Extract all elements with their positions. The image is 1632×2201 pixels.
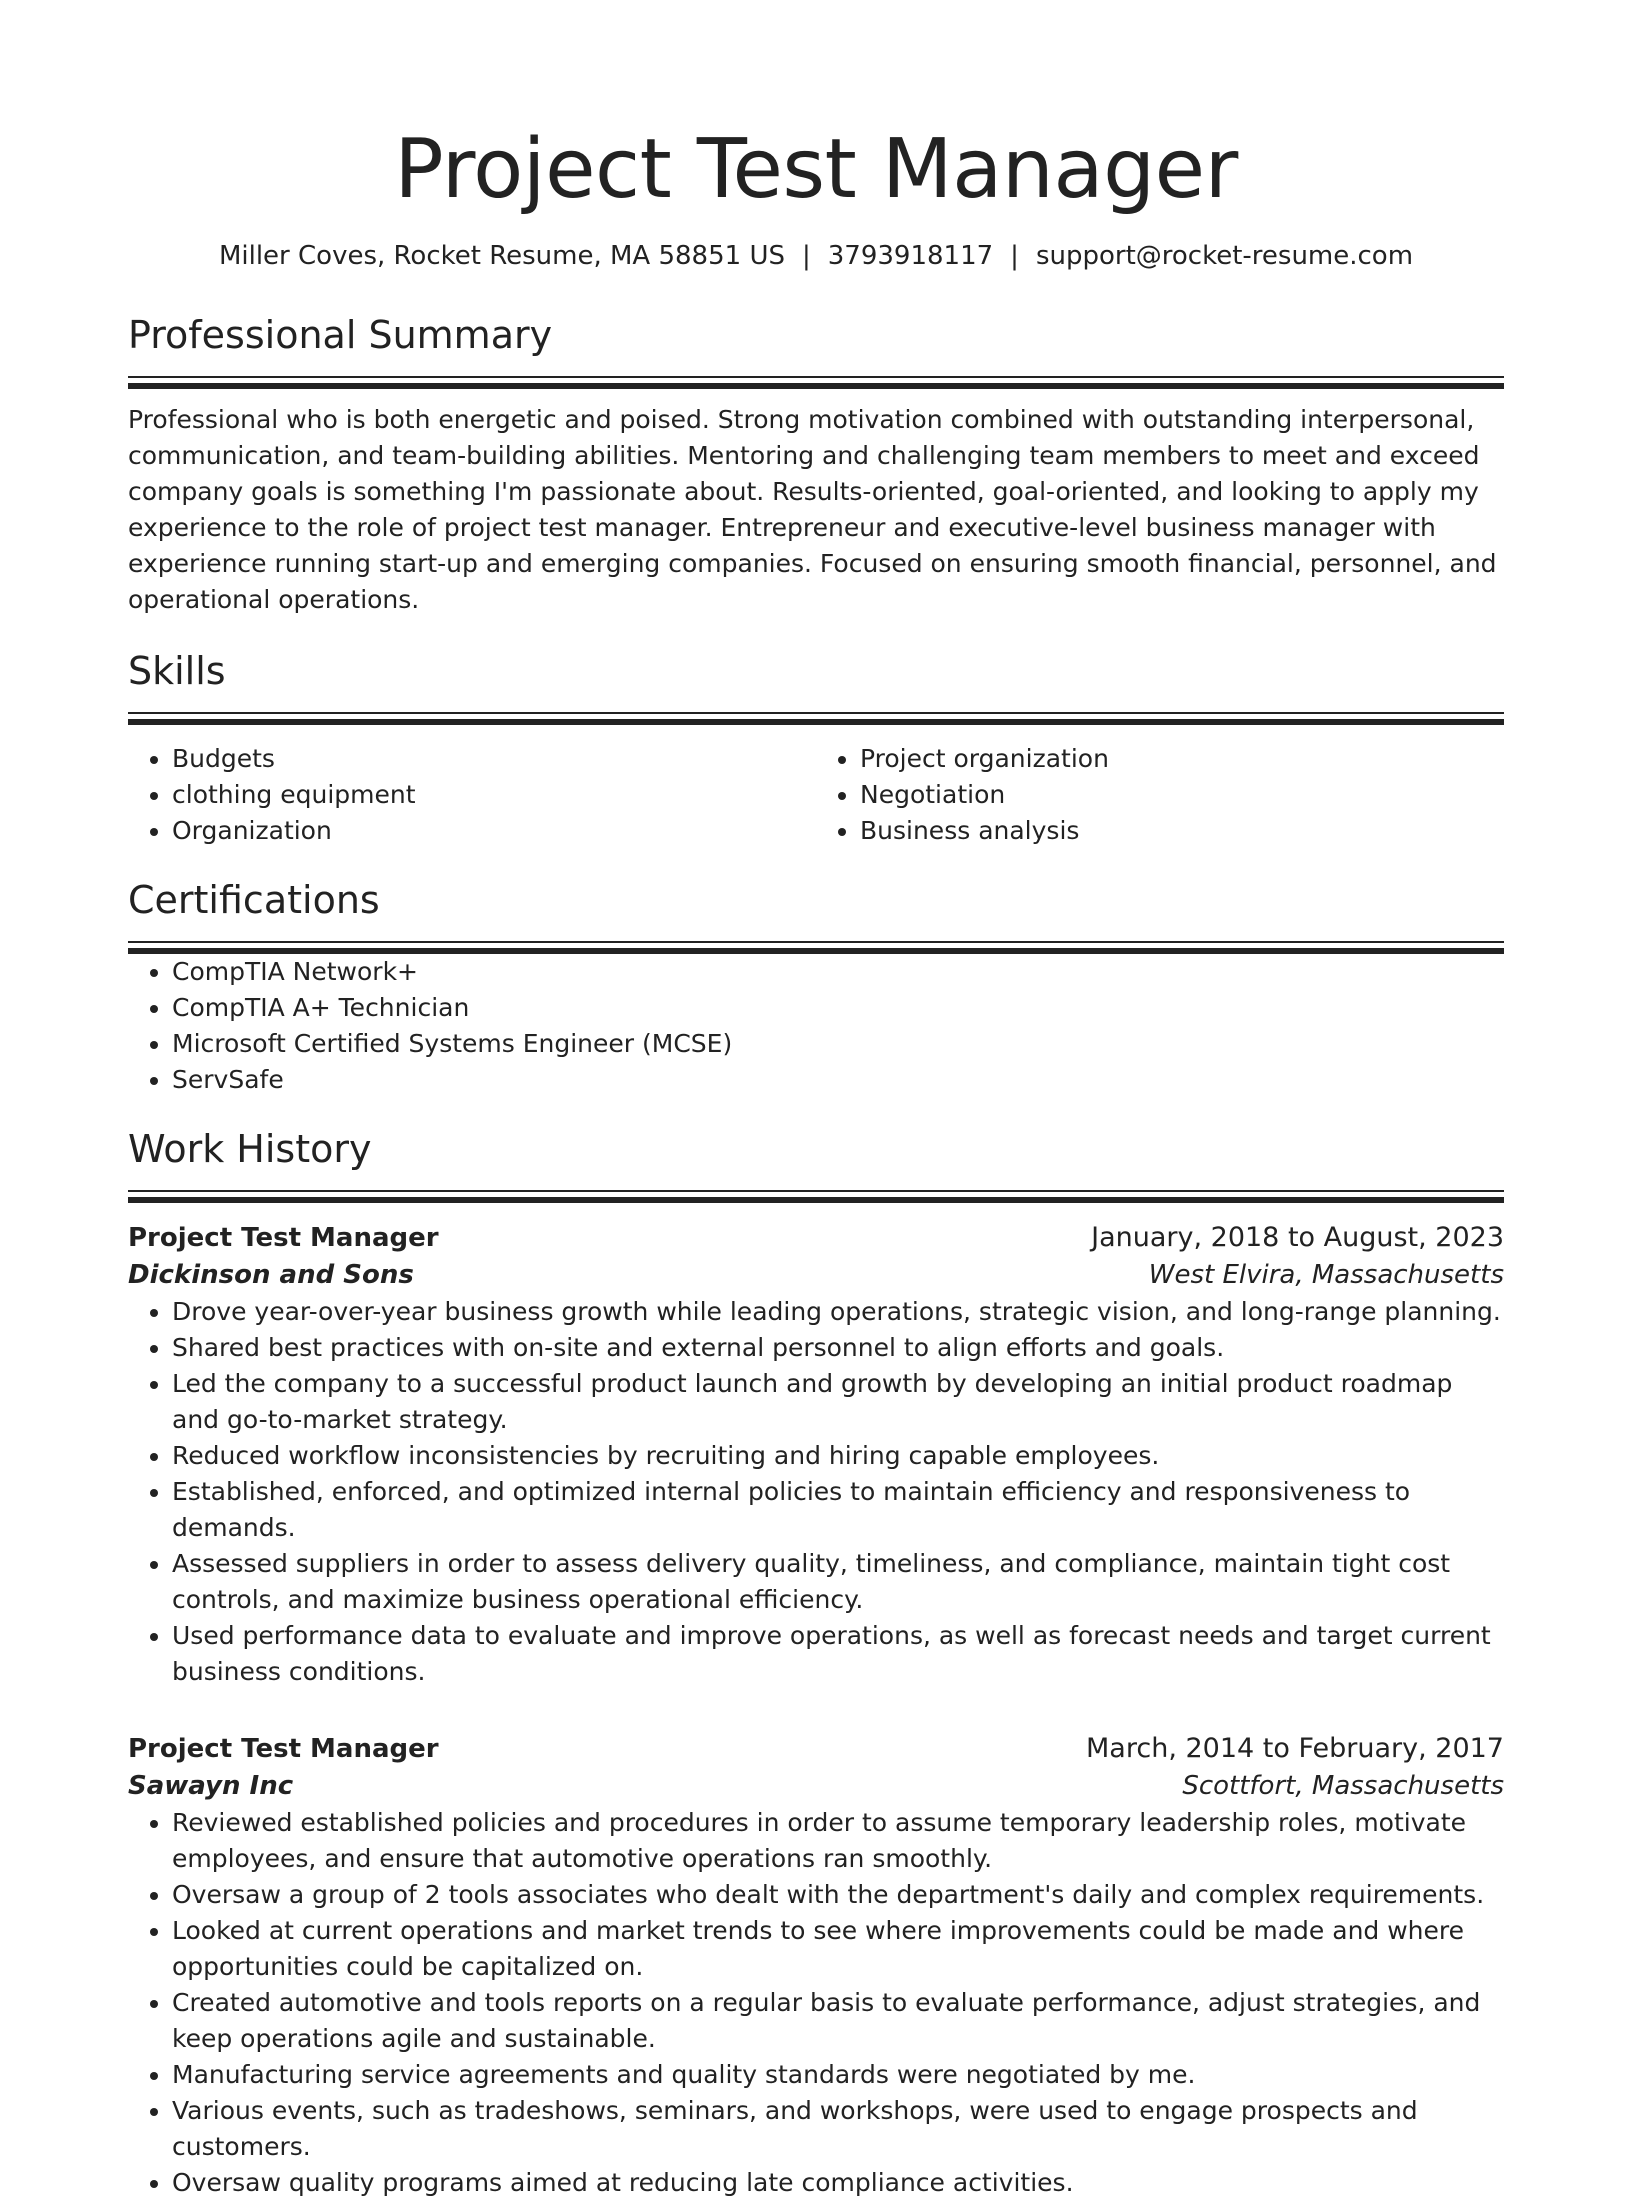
skills-column-right: [816, 741, 1504, 849]
skill-item: • Negotiation: [860, 777, 1504, 813]
certification-item: • CompTIA A+ Technician: [172, 990, 1504, 1026]
contact-address: Miller Coves, Rocket Resume, MA 58851 US: [218, 241, 785, 271]
job-location: Scottfort, Massachusetts: [1182, 1771, 1504, 1801]
job-bullet: • Various events, such as tradeshows, seminars, and workshops, were used to engage prospects and customers.: [172, 2093, 1504, 2165]
job-subheader-row: [128, 1257, 1504, 1294]
job-bullet: • Drove year-over-year business growth while leading operations, strategic vision, and long-range planning.: [172, 1294, 1504, 1330]
skills-section: [128, 648, 1504, 849]
summary-text: Professional who is both energetic and poised. Strong motivation combined with outstanding interpersonal, communication, and team-building abilities. Mentoring and challenging team members to meet and exceed company goals is something I'm passionate about. Results-oriented, goal-oriented, and looking to apply my experience to the role of project test manager. Entrepreneur and executive-level business manager with experience running start-up and emerging companies. Focused on ensuring smooth financial, personnel, and operational operations.: [128, 405, 1497, 614]
job-company: Sawayn Inc: [128, 1771, 294, 1801]
job-entry: [128, 1730, 1504, 2201]
section-title-skills: Skills: [128, 649, 226, 693]
skill-item: • Project organization: [860, 741, 1504, 777]
work-history-section: [128, 1126, 1504, 2201]
job-bullet-list: [128, 1805, 1504, 2201]
job-bullet: • Led the company to a successful product launch and growth by developing an initial product roadmap and go-to-market strategy.: [172, 1366, 1504, 1438]
skill-item: • clothing equipment: [172, 777, 816, 813]
section-divider: [128, 376, 1504, 389]
job-header-row: [128, 1730, 1504, 1768]
certifications-list: [128, 954, 1504, 1098]
contact-separator: |: [801, 241, 811, 271]
job-location: West Elvira, Massachusetts: [1148, 1260, 1504, 1290]
skill-item: • Business analysis: [860, 813, 1504, 849]
section-divider: [128, 712, 1504, 725]
job-title: Project Test Manager: [128, 1223, 439, 1253]
job-bullet: • Manufacturing service agreements and quality standards were negotiated by me.: [172, 2057, 1504, 2093]
skills-grid: [128, 741, 1504, 849]
certification-item: • Microsoft Certified Systems Engineer (MCSE): [172, 1026, 1504, 1062]
job-bullet: • Looked at current operations and market trends to see where improvements could be made and where opportunities could be capitalized on.: [172, 1913, 1504, 1985]
job-title: Project Test Manager: [128, 1734, 439, 1764]
contact-email[interactable]: support@rocket-resume.com: [1035, 241, 1414, 271]
contact-separator: |: [1010, 241, 1019, 271]
skills-list-left: [128, 741, 816, 849]
job-bullet: • Shared best practices with on-site and external personnel to align efforts and goals.: [172, 1330, 1504, 1366]
certification-item: • ServSafe: [172, 1062, 1504, 1098]
job-bullet: • Oversaw quality programs aimed at reducing late compliance activities.: [172, 2165, 1504, 2201]
skills-column-left: [128, 741, 816, 849]
skill-item: • Budgets: [172, 741, 816, 777]
job-header-row: [128, 1219, 1504, 1257]
skills-list-right: [816, 741, 1504, 849]
job-company: Dickinson and Sons: [128, 1260, 414, 1290]
skill-item: • Organization: [172, 813, 816, 849]
section-title-certifications: Certifications: [128, 878, 380, 922]
section-divider: [128, 941, 1504, 954]
job-bullet: • Reviewed established policies and procedures in order to assume temporary leadership roles, motivate employees, and ensure that automotive operations ran smoothly.: [172, 1805, 1504, 1877]
resume-name: Project Test Manager: [394, 122, 1238, 217]
job-bullet-list: [128, 1294, 1504, 1690]
job-bullet: • Established, enforced, and optimized internal policies to maintain efficiency and responsiveness to demands.: [172, 1474, 1504, 1546]
job-bullet: • Oversaw a group of 2 tools associates who dealt with the department's daily and complex requirements.: [172, 1877, 1504, 1913]
job-dates: March, 2014 to February, 2017: [1086, 1733, 1504, 1764]
contact-line: [128, 238, 1504, 274]
section-divider: [128, 1190, 1504, 1203]
job-bullet: • Reduced workflow inconsistencies by recruiting and hiring capable employees.: [172, 1438, 1504, 1474]
job-bullet: • Assessed suppliers in order to assess delivery quality, timeliness, and compliance, maintain tight cost controls, and maximize business operational efficiency.: [172, 1546, 1504, 1618]
job-dates: January, 2018 to August, 2023: [1091, 1222, 1504, 1253]
section-title-work-history: Work History: [128, 1127, 372, 1171]
professional-summary-section: [128, 312, 1504, 618]
section-title-summary: Professional Summary: [128, 313, 553, 357]
certification-item: • CompTIA Network+: [172, 954, 1504, 990]
job-bullet: • Created automotive and tools reports on a regular basis to evaluate performance, adjust strategies, and keep operations agile and sustainable.: [172, 1985, 1504, 2057]
contact-phone: 3793918117: [827, 241, 994, 271]
job-entry: [128, 1219, 1504, 1690]
job-subheader-row: [128, 1768, 1504, 1805]
job-bullet: • Used performance data to evaluate and improve operations, as well as forecast needs and target current business conditions.: [172, 1618, 1504, 1690]
certifications-section: [128, 877, 1504, 1098]
